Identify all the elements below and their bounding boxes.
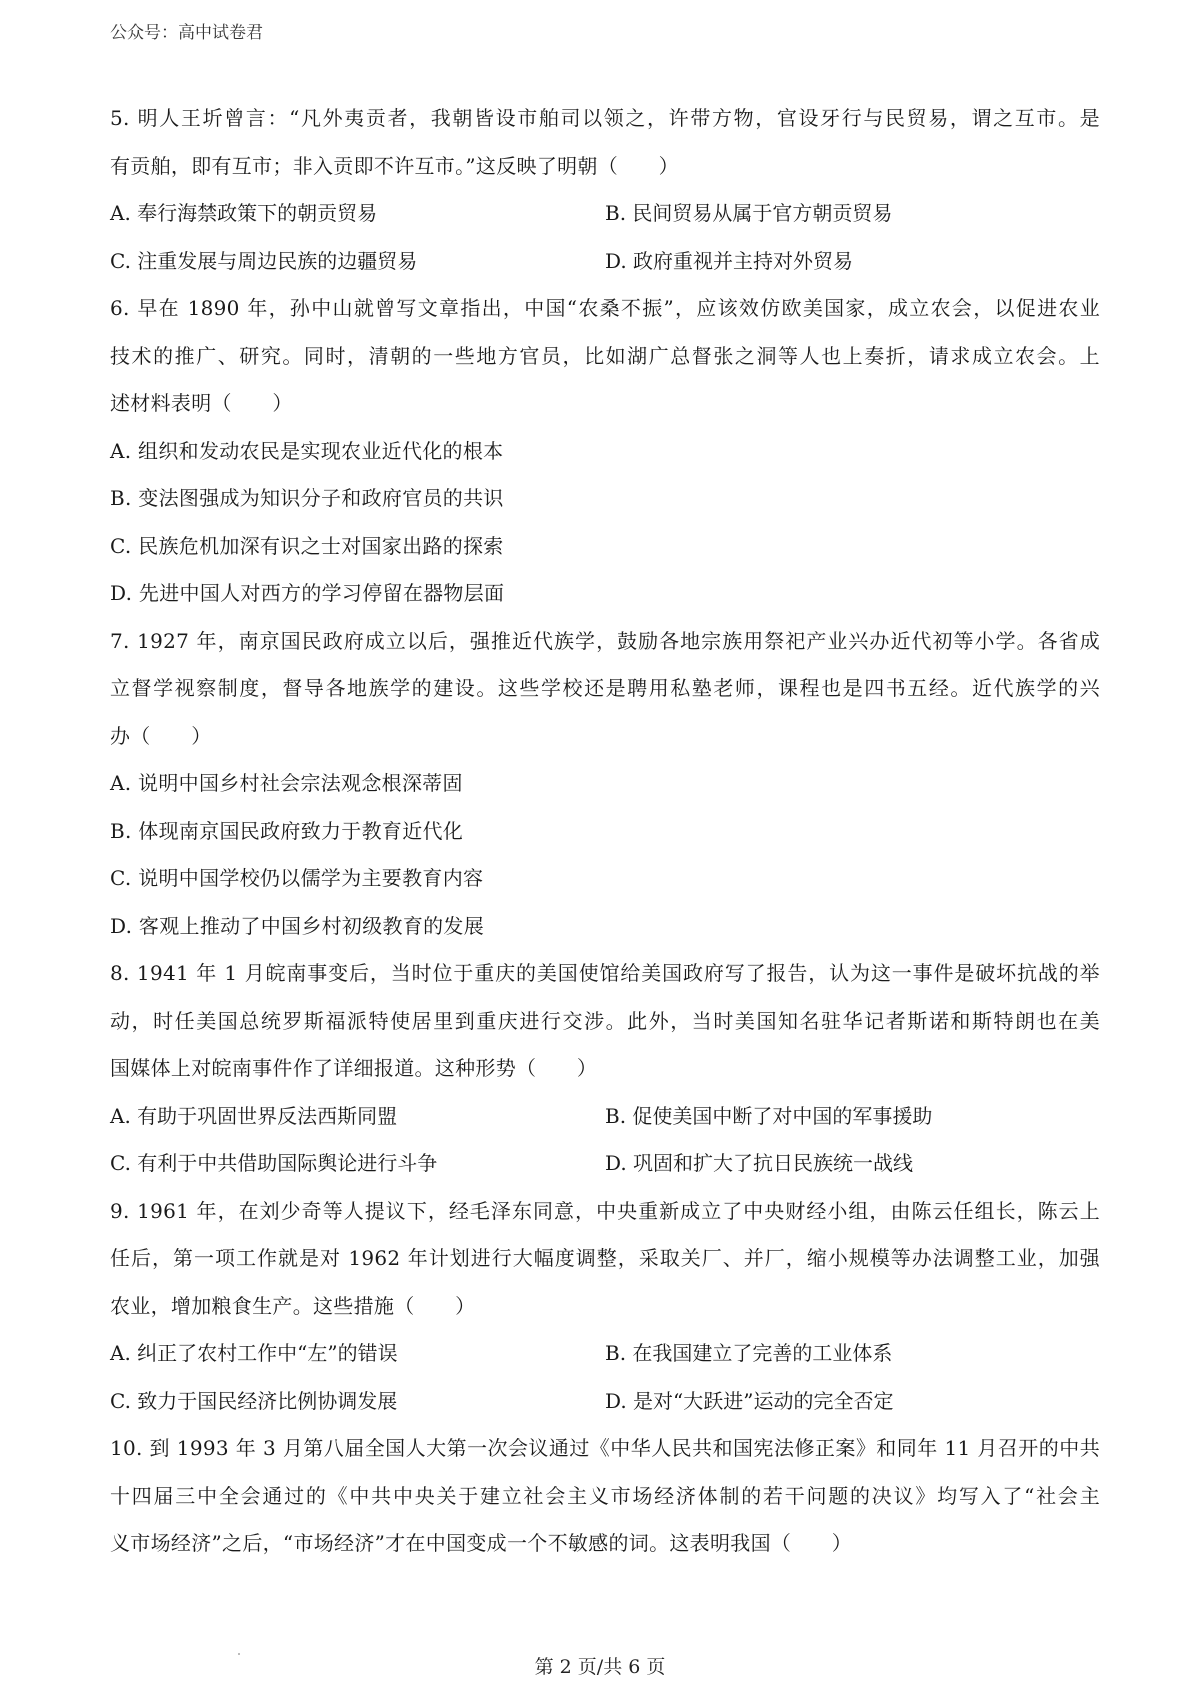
option-b: B. 民间贸易从属于官方朝贡贸易 bbox=[605, 201, 893, 225]
option-c: C. 民族危机加深有识之士对国家出路的探索 bbox=[110, 533, 504, 558]
option-row bbox=[110, 190, 1100, 238]
question-stem-line: 任后，第一项工作就是对 1962 年计划进行大幅度调整，采取关厂、并厂，缩小规模等办法调整工业，加强 bbox=[110, 1246, 1100, 1270]
option-b: B. 在我国建立了完善的工业体系 bbox=[605, 1341, 893, 1365]
question-9 bbox=[110, 1188, 1100, 1426]
option-row bbox=[110, 238, 1100, 286]
question-stem-line: 义市场经济”之后，“市场经济”才在中国变成一个不敏感的词。这表明我国（ ） bbox=[110, 1531, 853, 1555]
option-a: A. 有助于巩固世界反法西斯同盟 bbox=[110, 1103, 398, 1128]
question-stem-line: 动，时任美国总统罗斯福派特使居里到重庆进行交涉。此外，当时美国知名驻华记者斯诺和斯特朗也在美 bbox=[110, 1008, 1100, 1033]
option-d: D. 先进中国人对西方的学习停留在器物层面 bbox=[110, 581, 505, 605]
question-stem-line: 办（ ） bbox=[110, 723, 212, 748]
option-row bbox=[110, 1378, 1100, 1426]
question-stem-line: 5. 明人王圻曾言：“凡外夷贡者，我朝皆设市舶司以领之，许带方物，官设牙行与民贸易，谓之互市。是 bbox=[110, 106, 1100, 130]
question-stem-line: 十四届三中全会通过的《中共中央关于建立社会主义市场经济体制的若干问题的决议》均写入了“社会主 bbox=[110, 1483, 1100, 1508]
option-c: C. 有利于中共借助国际舆论进行斗争 bbox=[110, 1151, 438, 1175]
question-5 bbox=[110, 95, 1100, 285]
option-a: A. 纠正了农村工作中“左”的错误 bbox=[110, 1341, 398, 1365]
question-list bbox=[110, 95, 1100, 1568]
question-7 bbox=[110, 618, 1100, 951]
option-d: D. 巩固和扩大了抗日民族统一战线 bbox=[605, 1151, 914, 1175]
page-header: 公众号：高中试卷君 bbox=[110, 23, 263, 43]
option-b: B. 体现南京国民政府致力于教育近代化 bbox=[110, 818, 464, 843]
question-stem-line: 10. 到 1993 年 3 月第八届全国人大第一次会议通过《中华人民共和国宪法修正案》和同年 11 月召开的中共 bbox=[110, 1436, 1100, 1460]
option-d: D. 客观上推动了中国乡村初级教育的发展 bbox=[110, 913, 485, 938]
question-stem-line: 述材料表明（ ） bbox=[110, 391, 293, 415]
option-b: B. 促使美国中断了对中国的军事援助 bbox=[605, 1103, 933, 1128]
option-a: A. 奉行海禁政策下的朝贡贸易 bbox=[110, 201, 378, 225]
option-c: C. 说明中国学校仍以儒学为主要教育内容 bbox=[110, 866, 484, 890]
question-stem-line: 6. 早在 1890 年，孙中山就曾写文章指出，中国“农桑不振”，应该效仿欧美国家，成立农会，以促进农业 bbox=[110, 296, 1100, 320]
page-number: 第 2 页/共 6 页 bbox=[534, 1656, 666, 1678]
question-stem-line: 国媒体上对皖南事件作了详细报道。这种形势（ ） bbox=[110, 1056, 598, 1080]
option-b: B. 变法图强成为知识分子和政府官员的共识 bbox=[110, 486, 504, 510]
option-c: C. 致力于国民经济比例协调发展 bbox=[110, 1388, 398, 1413]
question-8 bbox=[110, 950, 1100, 1188]
option-row bbox=[110, 1093, 1100, 1141]
question-stem-line: 技术的推广、研究。同时，清朝的一些地方官员，比如湖广总督张之洞等人也上奏折，请求成立农会。上 bbox=[110, 343, 1100, 368]
question-6 bbox=[110, 285, 1100, 618]
option-row bbox=[110, 1330, 1100, 1378]
question-stem-line: 农业，增加粮食生产。这些措施（ ） bbox=[110, 1293, 476, 1318]
question-stem-line: 9. 1961 年，在刘少奇等人提议下，经毛泽东同意，中央重新成立了中央财经小组，由陈云任组长，陈云上 bbox=[110, 1198, 1100, 1223]
option-row bbox=[110, 1140, 1100, 1188]
option-a: A. 说明中国乡村社会宗法观念根深蒂固 bbox=[110, 771, 463, 795]
option-a: A. 组织和发动农民是实现农业近代化的根本 bbox=[110, 438, 504, 463]
question-stem-line: 8. 1941 年 1 月皖南事变后，当时位于重庆的美国使馆给美国政府写了报告，认为这一事件是破坏抗战的举 bbox=[110, 961, 1100, 985]
question-stem-line: 有贡舶，即有互市；非入贡即不许互市。”这反映了明朝（ ） bbox=[110, 153, 679, 178]
option-d: D. 是对“大跃进”运动的完全否定 bbox=[605, 1388, 894, 1413]
option-c: C. 注重发展与周边民族的边疆贸易 bbox=[110, 248, 418, 273]
question-stem-line: 7. 1927 年，南京国民政府成立以后，强推近代族学，鼓励各地宗族用祭祀产业兴办近代初等小学。各省成 bbox=[110, 628, 1100, 653]
option-d: D. 政府重视并主持对外贸易 bbox=[605, 248, 854, 273]
question-10 bbox=[110, 1425, 1100, 1568]
question-stem-line: 立督学视察制度，督导各地族学的建设。这些学校还是聘用私塾老师，课程也是四书五经。近代族学的兴 bbox=[110, 676, 1100, 700]
